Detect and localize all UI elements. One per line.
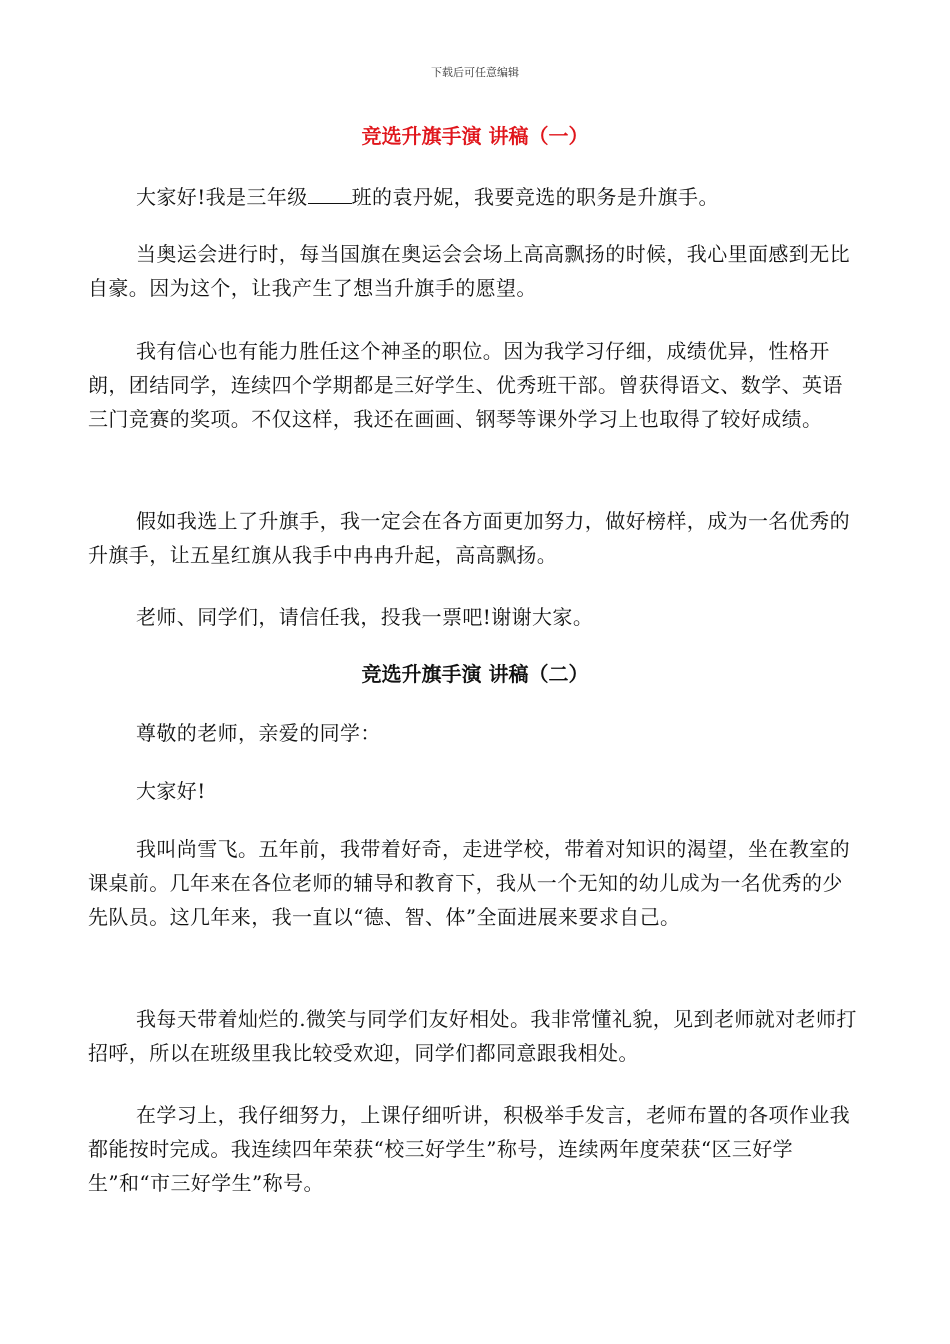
speech-2-paragraph-5: 在学习上，我仔细努力，上课仔细听讲，积极举手发言，老师布置的各项作业我都能按时完成。我连续四年荣获“校三好学生”称号，连续两年度荣获“区三好学生”和“市三好学生”称号。 xyxy=(88,1103,850,1195)
speech-1-paragraph-4: 假如我选上了升旗手，我一定会在各方面更加努力，做好榜样，成为一名优秀的升旗手，让五星红旗从我手中冉冉升起，高高飘扬。 xyxy=(88,509,850,567)
speech-1-title: 竞选升旗手演 讲稿（一） xyxy=(361,124,589,148)
speech-1-paragraph-1 xyxy=(88,180,858,214)
speech-2-paragraph-2: 大家好! xyxy=(136,779,206,803)
speech-1-paragraph-3: 我有信心也有能力胜任这个神圣的职位。因为我学习仔细，成绩优异，性格开朗，团结同学，连续四个学期都是三好学生、优秀班干部。曾获得语文、数学、英语三门竞赛的奖项。不仅这样，我还在画画、钢琴等课外学习上也取得了较好成绩。 xyxy=(88,339,843,431)
speech-1-paragraph-5: 老师、同学们，请信任我，投我一票吧!谢谢大家。 xyxy=(136,605,594,629)
page-header: 下载后可任意编辑 xyxy=(431,66,519,79)
speech-2-paragraph-4: 我每天带着灿烂的.微笑与同学们友好相处。我非常懂礼貌，见到老师就对老师打招呼，所以在班级里我比较受欢迎，同学们都同意跟我相处。 xyxy=(88,1007,857,1065)
speech-1-paragraph-2: 当奥运会进行时，每当国旗在奥运会会场上高高飘扬的时候，我心里面感到无比自豪。因为这个，让我产生了想当升旗手的愿望。 xyxy=(88,242,850,300)
speech-1-p1-before: 大家好!我是三年级 xyxy=(136,185,308,209)
speech-2-title: 竞选升旗手演 讲稿（二） xyxy=(361,662,589,686)
name-blank xyxy=(308,185,352,204)
speech-2-paragraph-3: 我叫尚雪飞。五年前，我带着好奇，走进学校，带着对知识的渴望，坐在教室的课桌前。几年来在各位老师的辅导和教育下，我从一个无知的幼儿成为一名优秀的少先队员。这几年来，我一直以“德、智、体”全面进展来要求自己。 xyxy=(88,837,850,929)
speech-1-p1-after: 班的袁丹妮，我要竞选的职务是升旗手。 xyxy=(351,185,719,209)
speech-2-paragraph-1: 尊敬的老师，亲爱的同学： xyxy=(136,721,381,745)
